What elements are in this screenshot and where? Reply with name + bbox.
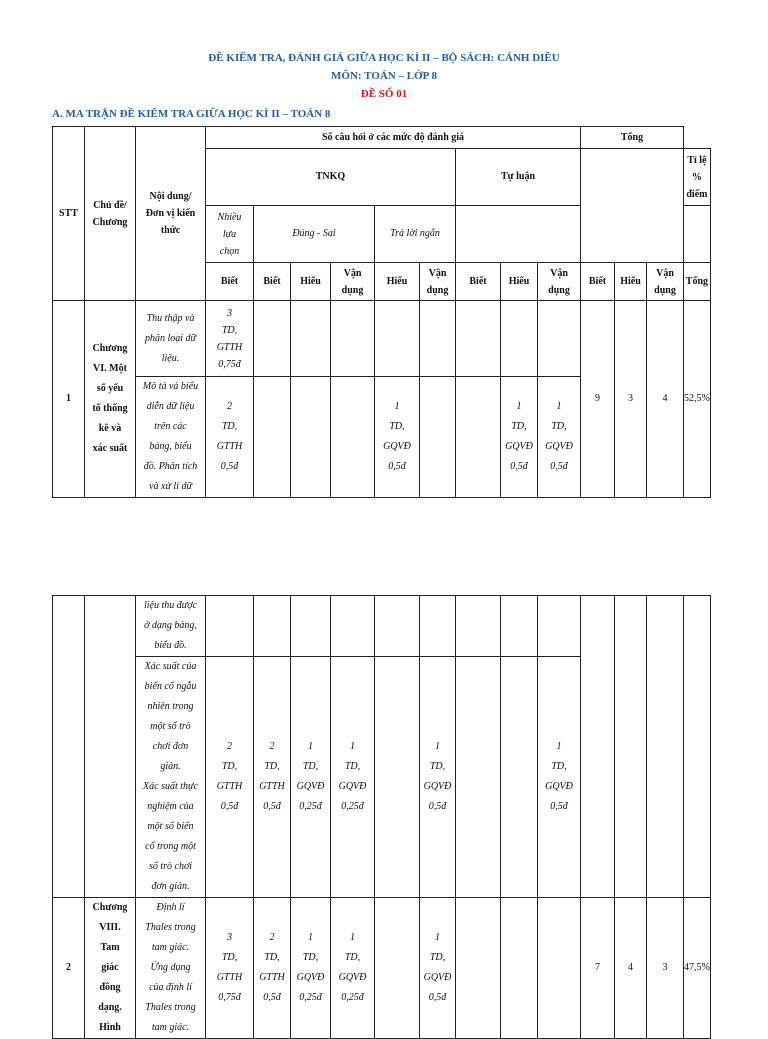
cont-c2-sa-vd: 1 TD, GQVĐ 0,5đ (420, 657, 456, 898)
row1a-mc: 3 TD, GTTH 0,75đ (206, 301, 254, 377)
row1-topic: Chương VI. Một số yếu tố thống kê và xác suất (85, 301, 136, 498)
document-title: ĐỀ KIỂM TRA, ĐÁNH GIÁ GIỮA HỌC KÌ II – BỘ SÁCH: CÁNH DIỀU (208, 52, 560, 64)
cell-empty (375, 898, 420, 1039)
cell-empty (456, 377, 501, 498)
cell-empty (331, 301, 375, 377)
level-essay-vd: Vận dụng (538, 263, 581, 301)
cell-empty (375, 596, 420, 657)
cont-c2-essay-vd: 1 TD, GQVĐ 0,5đ (538, 657, 581, 898)
matrix-table-page2 (52, 595, 711, 1039)
cell-empty (291, 596, 331, 657)
cell-empty (581, 596, 615, 898)
header-questions-by-level: Số câu hỏi ở các mức độ đánh giá (206, 127, 581, 149)
row2-stt: 2 (53, 898, 85, 1039)
level-total-vd: Vận dụng (647, 263, 684, 301)
cell-empty (501, 596, 538, 657)
level-total-hieu: Hiểu (615, 263, 647, 301)
cell-empty (85, 596, 136, 898)
level-mc-biet: Biết (206, 263, 254, 301)
row1-total-pct: 52,5% (684, 301, 711, 498)
cont-c1-content: liệu thu được ở dạng bảng, biểu đồ. (136, 596, 206, 657)
cell-empty (501, 301, 538, 377)
cell-empty (420, 377, 456, 498)
row1b-sa-hieu: 1 TD, GQVĐ 0,5đ (375, 377, 420, 498)
header-percent: Tỉ lệ % điểm (684, 149, 711, 206)
row2-tf-hieu: 1 TD, GQVĐ 0,25đ (291, 898, 331, 1039)
header-topic: Chủ đề/ Chương (85, 127, 136, 301)
cell-empty (291, 377, 331, 498)
header-content: Nội dung/ Đơn vị kiến thức (136, 127, 206, 301)
cell-empty (206, 596, 254, 657)
cell-empty (456, 657, 501, 898)
row2-sa-vd: 1 TD, GQVĐ 0,5đ (420, 898, 456, 1039)
row2-content: Định lí Thales trong tam giác. Ứng dụng của định lí Thales trong tam giác. (136, 898, 206, 1039)
row2-topic: Chương VIII. Tam giác đồng dạng. Hình (85, 898, 136, 1039)
cell-empty (331, 596, 375, 657)
cell-empty (456, 596, 501, 657)
level-essay-hieu: Hiểu (501, 263, 538, 301)
header-essay-blank (456, 206, 581, 263)
cell-empty (420, 301, 456, 377)
cell-empty (331, 377, 375, 498)
row2-total-pct: 47,5% (684, 898, 711, 1039)
header-essay: Tự luận (456, 149, 581, 206)
row2-total-biet: 7 (581, 898, 615, 1039)
cell-empty (647, 596, 684, 898)
exam-code: ĐỀ SỐ 01 (360, 88, 408, 100)
header-percent-blank (684, 206, 711, 263)
header-multiple-choice: Nhiều lựa chọn (206, 206, 254, 263)
row1-total-hieu: 3 (615, 301, 647, 498)
row2-mc: 3 TD, GTTH 0,75đ (206, 898, 254, 1039)
header-true-false: Đúng - Sai (254, 206, 375, 263)
cell-empty (538, 898, 581, 1039)
row1a-content: Thu thập và phân loại dữ liệu. (136, 301, 206, 377)
row1b-content: Mô tả và biểu diễn dữ liệu trên các bảng, biểu đồ. Phân tích và xử lí dữ (136, 377, 206, 498)
cell-empty (375, 301, 420, 377)
row2-tf-biet: 2 TD, GTTH 0,5đ (254, 898, 291, 1039)
cont-c2-tf-biet: 2 TD, GTTH 0,5đ (254, 657, 291, 898)
cell-empty (53, 596, 85, 898)
header-total: Tổng (581, 127, 684, 149)
row1-total-biet: 9 (581, 301, 615, 498)
header-tnkq: TNKQ (206, 149, 456, 206)
header-short-answer: Trả lời ngắn (375, 206, 456, 263)
header-stt: STT (53, 127, 85, 301)
cell-empty (501, 657, 538, 898)
level-tf-hieu: Hiểu (291, 263, 331, 301)
row1b-essay-hieu: 1 TD, GQVĐ 0,5đ (501, 377, 538, 498)
cell-empty (684, 596, 711, 898)
section-title: A. MA TRẬN ĐỀ KIỂM TRA GIỮA HỌC KÌ II – TOÁN 8 (52, 108, 331, 120)
row2-total-vd: 3 (647, 898, 684, 1039)
matrix-table-page1 (52, 126, 711, 498)
cell-empty (456, 898, 501, 1039)
cont-c2-mc: 2 TD, GTTH 0,5đ (206, 657, 254, 898)
cell-empty (501, 898, 538, 1039)
row2-tf-vd: 1 TD, GQVĐ 0,25đ (331, 898, 375, 1039)
level-total-biet: Biết (581, 263, 615, 301)
cell-empty (456, 301, 501, 377)
cell-empty (291, 301, 331, 377)
level-essay-biet: Biết (456, 263, 501, 301)
level-tf-vd: Vận dụng (331, 263, 375, 301)
row1b-mc: 2 TD, GTTH 0,5đ (206, 377, 254, 498)
level-sa-vd: Vận dụng (420, 263, 456, 301)
cell-empty (538, 596, 581, 657)
level-sa-hieu: Hiểu (375, 263, 420, 301)
cell-empty (254, 596, 291, 657)
cell-empty (254, 301, 291, 377)
level-total-sum: Tổng (684, 263, 711, 301)
row1b-essay-vd: 1 TD, GQVĐ 0,5đ (538, 377, 581, 498)
cell-empty (420, 596, 456, 657)
cont-c2-tf-vd: 1 TD, GQVĐ 0,25đ (331, 657, 375, 898)
header-total-blank (581, 149, 684, 263)
row1-total-vd: 4 (647, 301, 684, 498)
row1-stt: 1 (53, 301, 85, 498)
cell-empty (615, 596, 647, 898)
cont-c2-content: Xác suất của biến cố ngẫu nhiên trong một số trò chơi đơn giản. Xác suất thực nghiệm của một số biến cố trong một số trò chơi đơn giản. (136, 657, 206, 898)
row2-total-hieu: 4 (615, 898, 647, 1039)
subject-line: MÔN: TOÁN – LỚP 8 (331, 70, 437, 82)
level-tf-biet: Biết (254, 263, 291, 301)
cell-empty (254, 377, 291, 498)
cell-empty (538, 301, 581, 377)
cell-empty (375, 657, 420, 898)
cont-c2-tf-hieu: 1 TD, GQVĐ 0,25đ (291, 657, 331, 898)
